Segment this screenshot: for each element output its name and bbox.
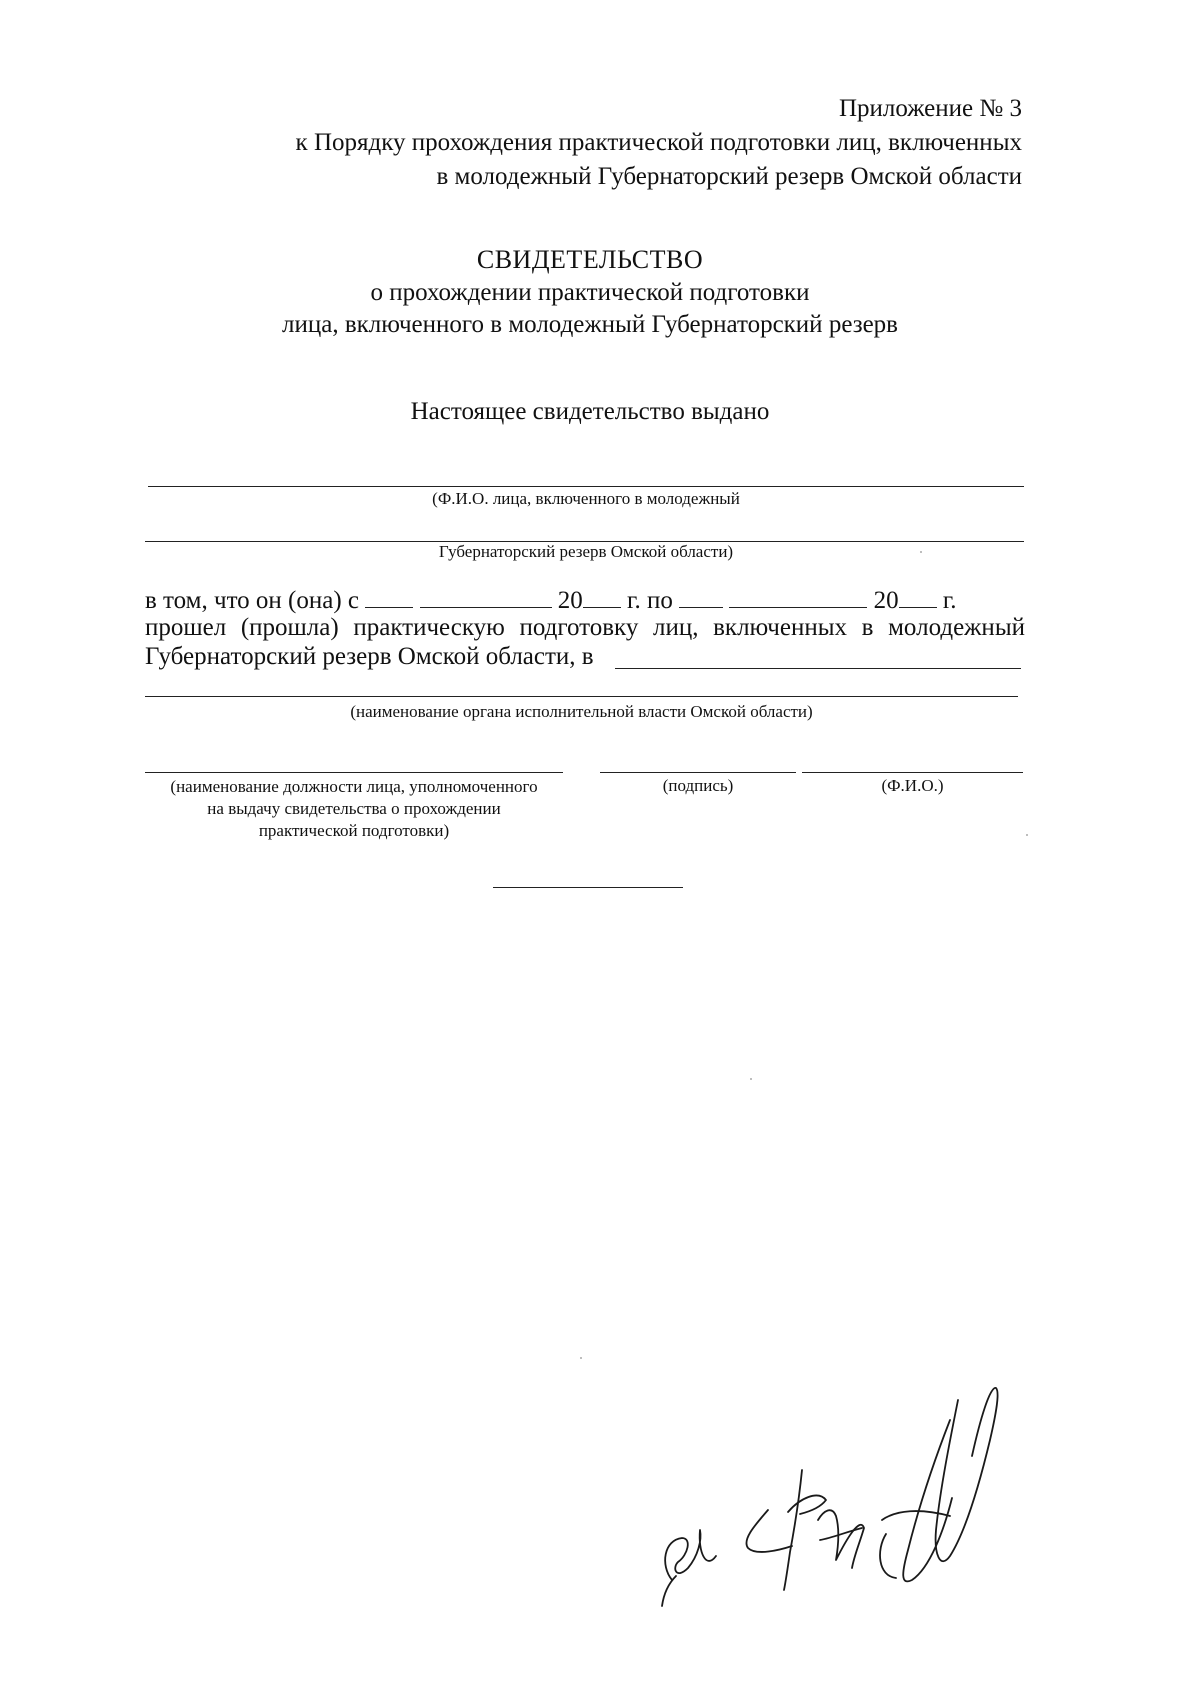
signature-caption: (подпись) bbox=[662, 776, 734, 795]
position-caption-line3: практической подготовки) bbox=[258, 821, 450, 840]
signature-line bbox=[600, 772, 796, 773]
issued-to-text: Настоящее свидетельство выдано bbox=[410, 398, 770, 425]
position-caption bbox=[145, 776, 563, 842]
scan-speck bbox=[750, 1078, 752, 1080]
organ-caption: (наименование органа исполнительной власти Омской области) bbox=[350, 702, 813, 721]
scan-speck bbox=[1026, 834, 1028, 836]
organ-inline-blank bbox=[615, 668, 1021, 669]
handwritten-initials bbox=[650, 1380, 1100, 1610]
period-line bbox=[145, 585, 1025, 615]
appendix-reference-line1: к Порядку прохождения практической подготовки лиц, включенных bbox=[295, 129, 1022, 156]
appendix-reference-line2: в молодежный Губернаторский резерв Омской области bbox=[436, 163, 1022, 190]
start-year-prefix: 20 bbox=[557, 587, 583, 614]
to-label: г. по bbox=[627, 587, 673, 614]
end-year-blank bbox=[899, 585, 937, 608]
end-year-prefix: 20 bbox=[873, 587, 899, 614]
end-separator bbox=[493, 887, 683, 888]
fio-signer-caption: (Ф.И.О.) bbox=[881, 776, 944, 795]
appendix-number: Приложение № 3 bbox=[838, 95, 1022, 122]
position-caption-line1: (наименование должности лица, уполномоченного bbox=[170, 777, 538, 796]
end-year-suffix: г. bbox=[942, 587, 957, 614]
document-subtitle-line1: о прохождении практической подготовки bbox=[370, 279, 810, 306]
position-line bbox=[145, 772, 563, 773]
position-caption-line2: на выдачу свидетельства о прохождении bbox=[207, 799, 501, 818]
passed-training-line: прошел (прошла) практическую подготовку лиц, включенных в молодежный bbox=[145, 614, 1025, 641]
reserve-line bbox=[145, 643, 594, 671]
start-month-blank bbox=[420, 585, 552, 608]
reserve-line-prefix: Губернаторский резерв Омской области, в bbox=[145, 643, 594, 670]
scan-speck bbox=[920, 551, 922, 553]
period-prefix: в том, что он (она) с bbox=[145, 587, 360, 614]
start-day-blank bbox=[365, 585, 413, 608]
appendix-header bbox=[296, 92, 1022, 194]
end-day-blank bbox=[679, 585, 723, 608]
start-year-blank bbox=[583, 585, 621, 608]
fio-signer-line bbox=[802, 772, 1023, 773]
scan-speck bbox=[580, 1357, 582, 1359]
organ-line bbox=[145, 696, 1018, 697]
document-title: СВИДЕТЕЛЬСТВО bbox=[476, 245, 704, 274]
fio-caption-2: Губернаторский резерв Омской области) bbox=[438, 542, 734, 561]
end-month-blank bbox=[729, 585, 867, 608]
fio-caption-1: (Ф.И.О. лица, включенного в молодежный bbox=[432, 489, 740, 508]
fio-line-1 bbox=[148, 486, 1024, 487]
document-subtitle-line2: лица, включенного в молодежный Губернаторский резерв bbox=[282, 311, 898, 338]
